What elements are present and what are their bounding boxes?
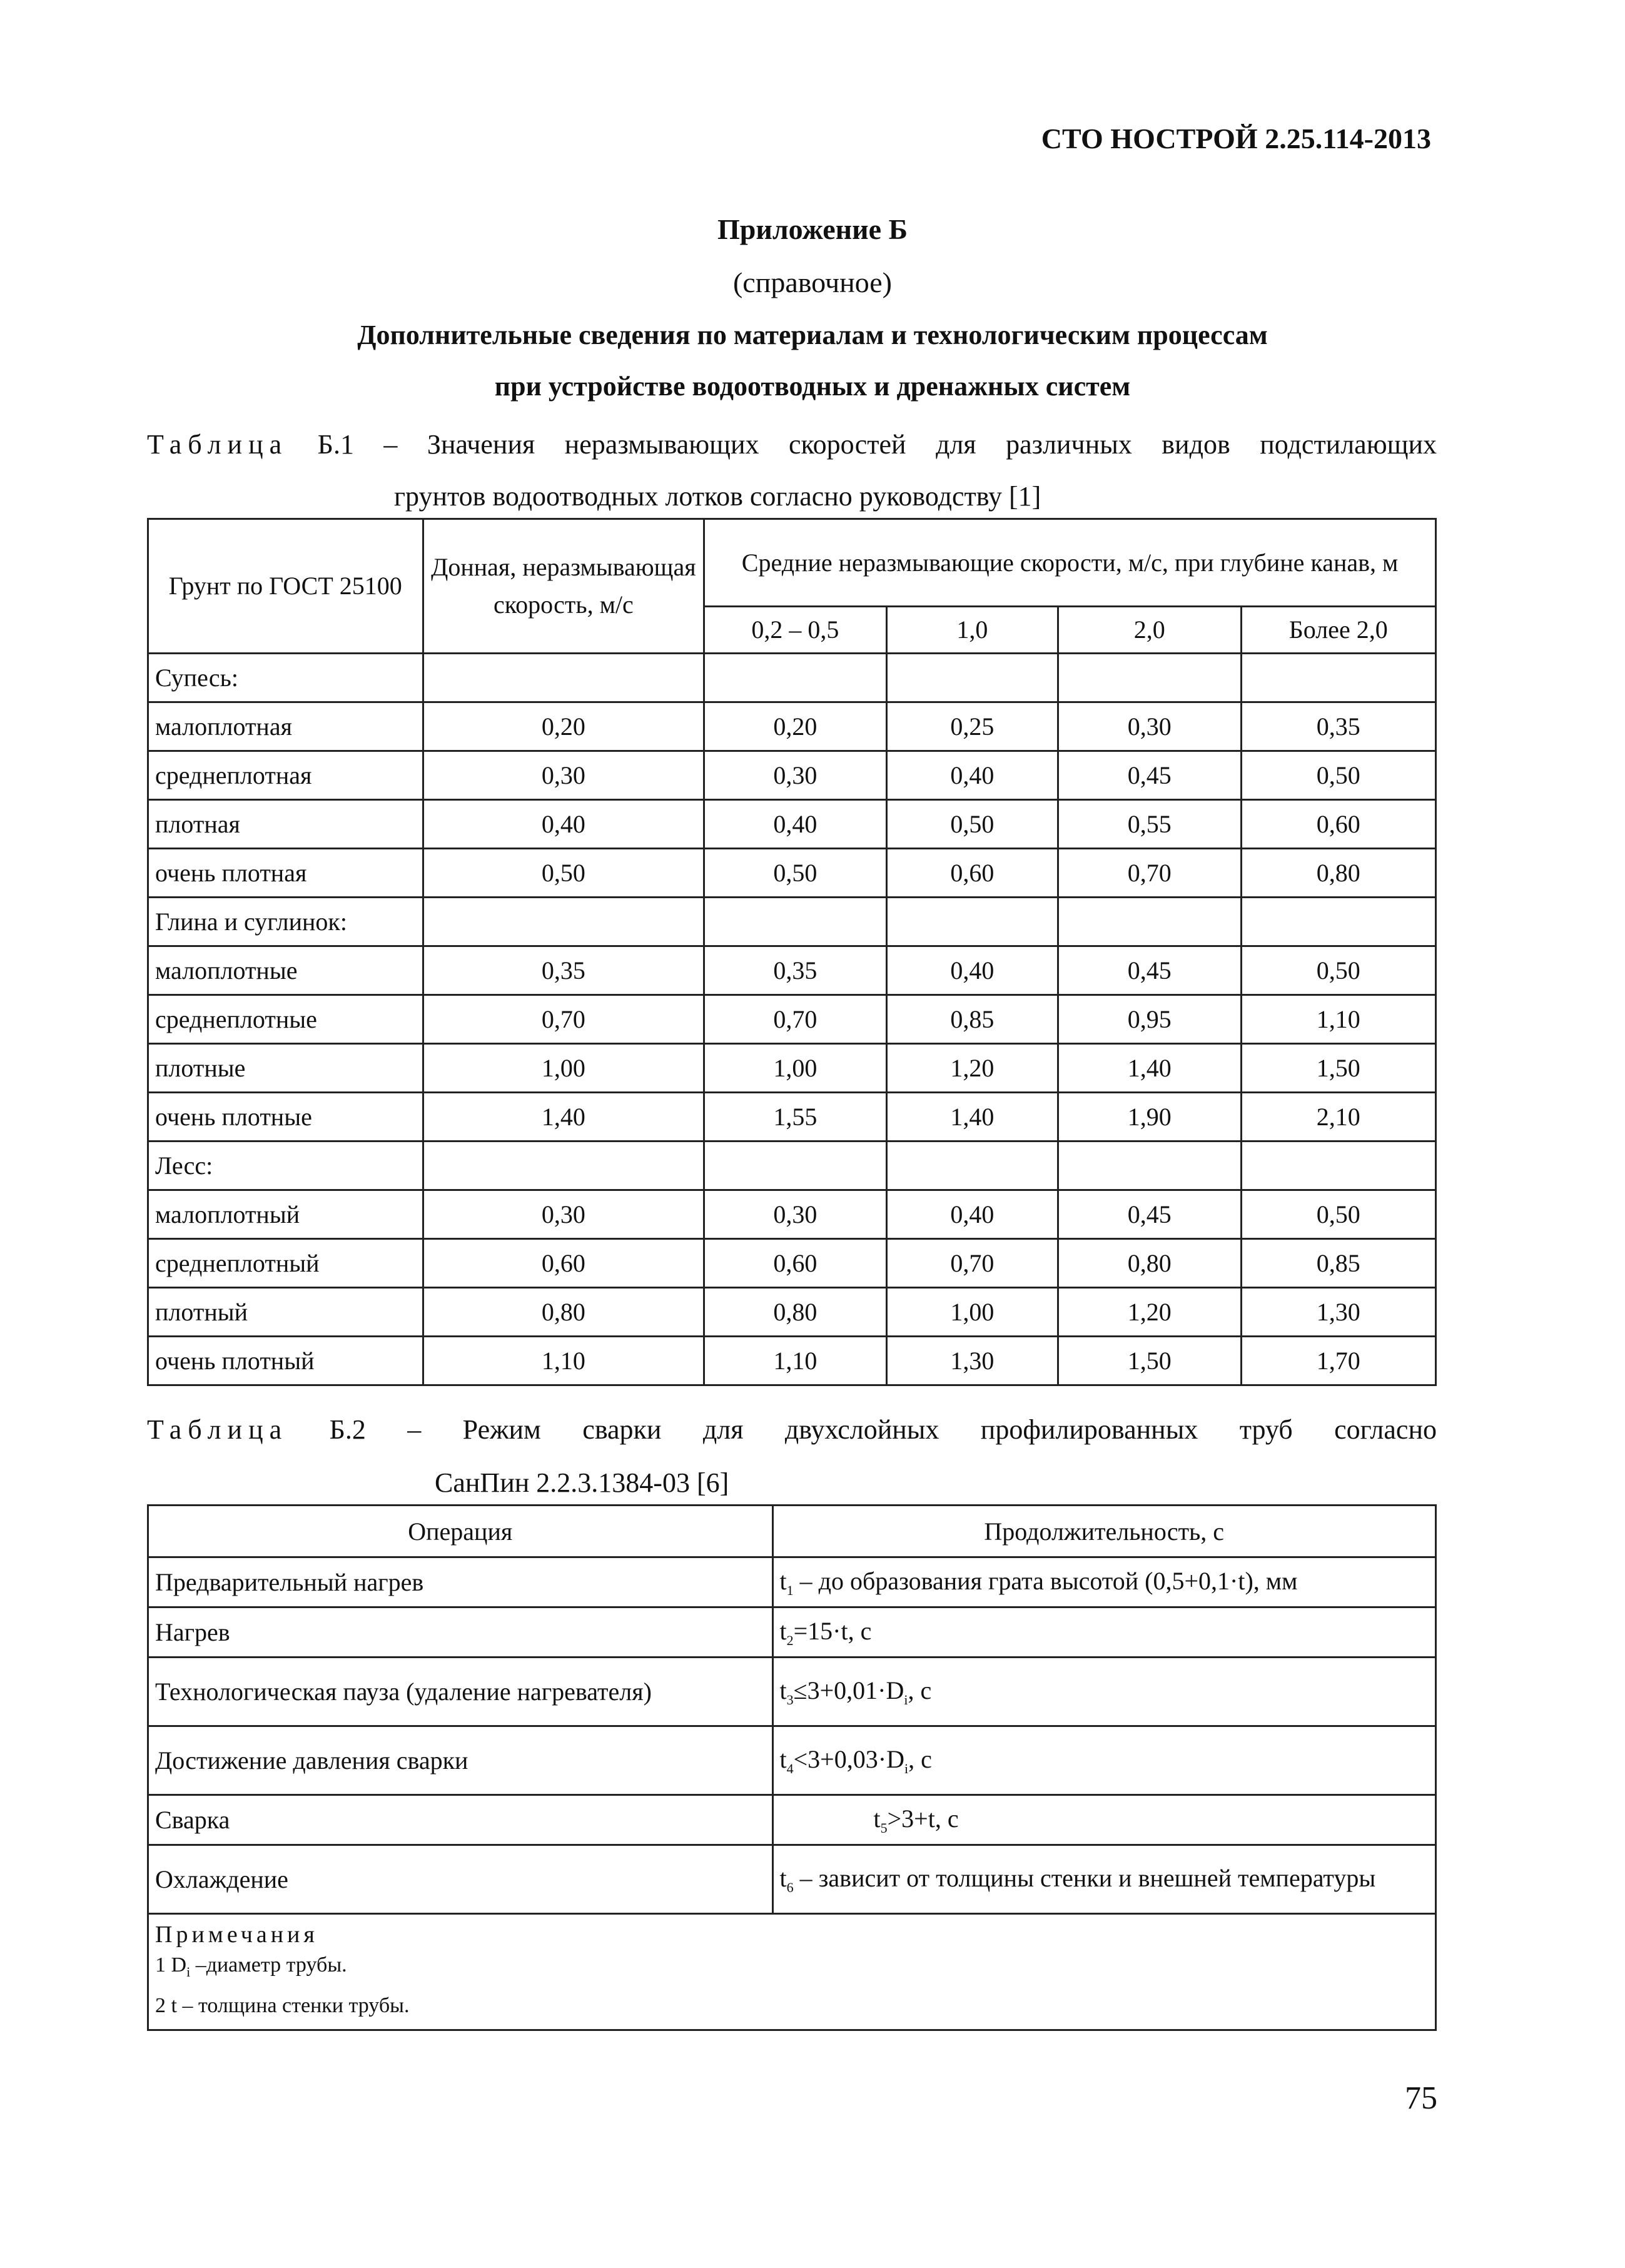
value-cell: 1,10 (423, 1337, 704, 1385)
value-cell (1058, 898, 1241, 946)
value-cell: 0,40 (886, 1190, 1058, 1239)
value-cell: 0,80 (704, 1288, 886, 1337)
table-row (148, 898, 1436, 946)
value-cell (886, 1142, 1058, 1190)
col-operation-header: Операция (148, 1506, 773, 1557)
operation-cell: Сварка (148, 1795, 773, 1845)
depth-header: 0,2 – 0,5 (704, 607, 886, 654)
value-cell (886, 898, 1058, 946)
value-cell: 1,40 (1058, 1044, 1241, 1093)
soil-name-cell: плотная (148, 800, 423, 849)
value-cell: 0,80 (423, 1288, 704, 1337)
value-cell: 1,30 (886, 1337, 1058, 1385)
value-cell: 1,00 (423, 1044, 704, 1093)
table-row (148, 702, 1436, 751)
velocity-table (147, 518, 1437, 1386)
value-cell: 1,00 (704, 1044, 886, 1093)
table-row (148, 1337, 1436, 1385)
value-cell: 0,40 (704, 800, 886, 849)
value-cell (1241, 654, 1436, 702)
value-cell: 0,60 (1241, 800, 1436, 849)
value-cell: 0,40 (423, 800, 704, 849)
table-row (148, 1239, 1436, 1288)
value-cell: 1,10 (704, 1337, 886, 1385)
value-cell (1058, 654, 1241, 702)
value-cell: 0,85 (886, 995, 1058, 1044)
table-row (148, 1044, 1436, 1093)
soil-name-cell: Супесь: (148, 654, 423, 702)
duration-cell: $t_5>3+t$, с (772, 1795, 1436, 1845)
duration-cell: $t_6$ – зависит от толщины стенки и внешней температуры (772, 1845, 1436, 1914)
soil-name-cell: Глина и суглинок: (148, 898, 423, 946)
duration-cell: $t_1$ – до образования грата высотой (0,5+0,1·t), мм (772, 1557, 1436, 1607)
value-cell: 0,30 (704, 1190, 886, 1239)
soil-name-cell: малоплотная (148, 702, 423, 751)
notes-title: Примечания (155, 1921, 318, 1948)
value-cell (704, 654, 886, 702)
value-cell: 1,55 (704, 1093, 886, 1142)
table-row (148, 946, 1436, 995)
value-cell: 0,70 (704, 995, 886, 1044)
value-cell: 1,40 (886, 1093, 1058, 1142)
value-cell: 0,30 (1058, 702, 1241, 751)
table-row (148, 1288, 1436, 1337)
value-cell: 1,50 (1058, 1337, 1241, 1385)
operation-cell: Технологическая пауза (удаление нагревателя) (148, 1658, 773, 1726)
table-row (148, 995, 1436, 1044)
table1-caption-cont: грунтов водоотводных лотков согласно руководству [1] (394, 481, 1041, 512)
operation-cell: Охлаждение (148, 1845, 773, 1914)
value-cell: 1,90 (1058, 1093, 1241, 1142)
value-cell: 1,50 (1241, 1044, 1436, 1093)
value-cell: 0,30 (704, 751, 886, 800)
value-cell: 0,30 (423, 1190, 704, 1239)
value-cell: 0,35 (423, 946, 704, 995)
soil-name-cell: очень плотный (148, 1337, 423, 1385)
value-cell: 1,40 (423, 1093, 704, 1142)
duration-cell: $t_4<3+0,03\cdot D_i$, с (772, 1726, 1436, 1795)
table-row (148, 1093, 1436, 1142)
value-cell: 0,40 (886, 946, 1058, 995)
value-cell: 1,70 (1241, 1337, 1436, 1385)
value-cell: 0,50 (1241, 946, 1436, 995)
soil-name-cell: среднеплотные (148, 995, 423, 1044)
value-cell: 0,45 (1058, 1190, 1241, 1239)
value-cell: 1,20 (886, 1044, 1058, 1093)
soil-name-cell: плотный (148, 1288, 423, 1337)
appendix-title: Приложение Б (717, 213, 908, 245)
value-cell: 0,50 (1241, 1190, 1436, 1239)
table-row (148, 1190, 1436, 1239)
soil-name-cell: среднеплотный (148, 1239, 423, 1288)
value-cell (704, 1142, 886, 1190)
note-2: 2 t – толщина стенки трубы. (155, 1993, 410, 2017)
document-code: СТО НОСТРОЙ 2.25.114-2013 (1041, 123, 1431, 154)
value-cell: 0,45 (1058, 946, 1241, 995)
value-cell: 0,30 (423, 751, 704, 800)
value-cell (1241, 898, 1436, 946)
col-bottom-velocity-header: Донная, неразмывающая скорость, м/с (423, 519, 704, 654)
col-duration-header: Продолжительность, с (772, 1506, 1436, 1557)
table2-caption: Таблица Б.2 – Режим сварки для двухслойных профилированных труб согласно (147, 1414, 1437, 1445)
table-row (148, 1658, 1436, 1726)
value-cell: 0,50 (423, 849, 704, 898)
value-cell (423, 1142, 704, 1190)
table-row (148, 1845, 1436, 1914)
note-1: 1 $D_i$ –диаметр трубы. (155, 1953, 347, 1980)
col-group-header: Средние неразмывающие скорости, м/с, при глубине канав, м (704, 519, 1436, 607)
col-soil-header: Грунт по ГОСТ 25100 (148, 519, 423, 654)
operation-cell: Нагрев (148, 1607, 773, 1658)
value-cell: 1,30 (1241, 1288, 1436, 1337)
value-cell (704, 898, 886, 946)
value-cell: 0,80 (1058, 1239, 1241, 1288)
table-row (148, 1795, 1436, 1845)
value-cell: 0,35 (1241, 702, 1436, 751)
value-cell: 0,60 (704, 1239, 886, 1288)
duration-cell: $t_2=15\cdot t$, с (772, 1607, 1436, 1658)
table-row (148, 1726, 1436, 1795)
value-cell: 0,50 (886, 800, 1058, 849)
value-cell (1241, 1142, 1436, 1190)
value-cell: 0,70 (423, 995, 704, 1044)
value-cell (423, 898, 704, 946)
soil-name-cell: малоплотный (148, 1190, 423, 1239)
depth-header: Более 2,0 (1241, 607, 1436, 654)
soil-name-cell: малоплотные (148, 946, 423, 995)
soil-name-cell: очень плотная (148, 849, 423, 898)
value-cell: 0,20 (423, 702, 704, 751)
table-row (148, 800, 1436, 849)
soil-name-cell: среднеплотная (148, 751, 423, 800)
table-row (148, 1607, 1436, 1658)
value-cell: 0,50 (1241, 751, 1436, 800)
soil-name-cell: плотные (148, 1044, 423, 1093)
depth-header: 1,0 (886, 607, 1058, 654)
value-cell: 1,00 (886, 1288, 1058, 1337)
soil-name-cell: очень плотные (148, 1093, 423, 1142)
duration-cell: $t_3\le 3+0,01\cdot D_i$, с (772, 1658, 1436, 1726)
value-cell: 0,40 (886, 751, 1058, 800)
table-row (148, 849, 1436, 898)
value-cell (1058, 1142, 1241, 1190)
operation-cell: Предварительный нагрев (148, 1557, 773, 1607)
value-cell: 0,60 (886, 849, 1058, 898)
table-row (148, 751, 1436, 800)
value-cell: 0,45 (1058, 751, 1241, 800)
value-cell: 0,60 (423, 1239, 704, 1288)
value-cell: 2,10 (1241, 1093, 1436, 1142)
depth-header: 2,0 (1058, 607, 1241, 654)
operation-cell: Достижение давления сварки (148, 1726, 773, 1795)
soil-name-cell: Лесс: (148, 1142, 423, 1190)
table2-caption-cont: СанПин 2.2.3.1384-03 [6] (435, 1467, 729, 1498)
page-number: 75 (1405, 2080, 1437, 2116)
appendix-subtitle-2: при устройстве водоотводных и дренажных систем (494, 371, 1131, 402)
table-row (148, 1557, 1436, 1607)
value-cell (423, 654, 704, 702)
value-cell: 0,35 (704, 946, 886, 995)
table-row (148, 1142, 1436, 1190)
value-cell: 0,55 (1058, 800, 1241, 849)
value-cell: 0,70 (886, 1239, 1058, 1288)
value-cell: 0,25 (886, 702, 1058, 751)
table-row (148, 654, 1436, 702)
value-cell (886, 654, 1058, 702)
table1-caption: Таблица Б.1 – Значения неразмывающих скоростей для различных видов подстилающих (147, 429, 1437, 460)
value-cell: 0,70 (1058, 849, 1241, 898)
value-cell: 0,20 (704, 702, 886, 751)
notes-cell (148, 1914, 1436, 2030)
value-cell: 0,50 (704, 849, 886, 898)
value-cell: 0,80 (1241, 849, 1436, 898)
value-cell: 0,95 (1058, 995, 1241, 1044)
appendix-kind: (справочное) (732, 266, 893, 298)
welding-table (147, 1504, 1437, 2031)
appendix-subtitle-1: Дополнительные сведения по материалам и технологическим процессам (357, 320, 1268, 350)
value-cell: 1,20 (1058, 1288, 1241, 1337)
value-cell: 0,85 (1241, 1239, 1436, 1288)
value-cell: 1,10 (1241, 995, 1436, 1044)
